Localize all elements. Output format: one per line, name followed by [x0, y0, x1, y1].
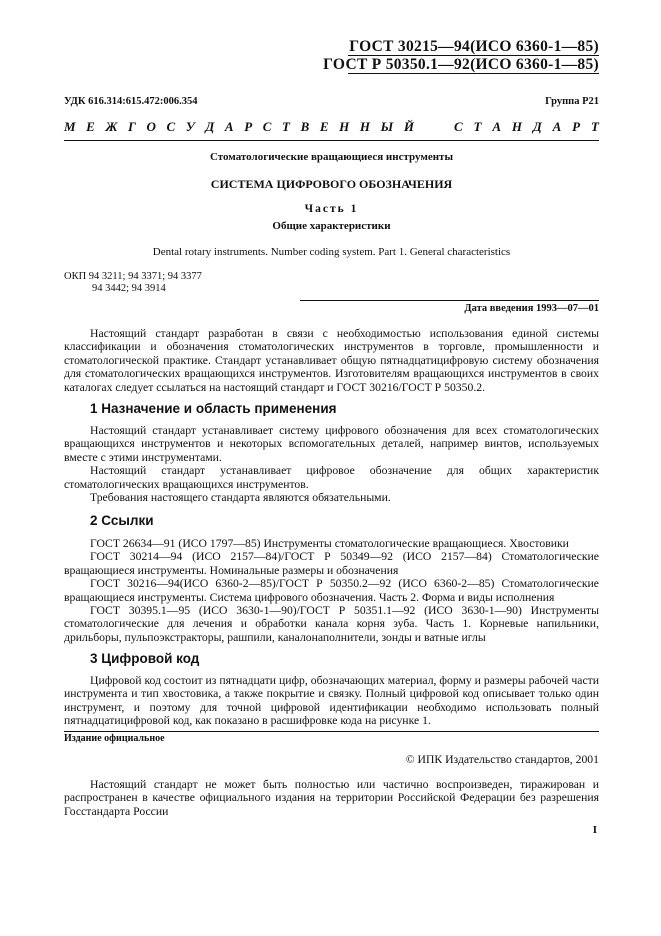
reference-1: ГОСТ 26634—91 (ИСО 1797—85) Инструменты стоматологические вращающиеся. Хвостовики	[90, 537, 569, 550]
section1-body	[64, 424, 599, 504]
standard-banner	[64, 119, 599, 135]
reference-2: ГОСТ 30214—94 (ИСО 2157—84)/ГОСТ Р 50349—92 (ИСО 2157—84) Стоматологические вращающиеся инструменты. Номинальные размеры и обозначения	[64, 550, 599, 577]
part-title: Общие характеристики	[272, 220, 391, 232]
reproduction-notice: Настоящий стандарт не может быть полностью или частично воспроизведен, тиражирован и распространен в качестве официального издания на территории Российской Федерации без разрешения Госстандарта России	[64, 778, 599, 818]
okp-line1: ОКП 94 3211; 94 3371; 94 3377	[64, 271, 202, 282]
section3-heading: 3 Цифровой код	[90, 651, 200, 666]
copyright: © ИПК Издательство стандартов, 2001	[405, 753, 599, 766]
reference-3: ГОСТ 30216—94(ИСО 6360-2—85)/ГОСТ Р 50350.2—92 (ИСО 6360-2—85) Стоматологические вращающиеся инструменты. Система цифрового обозначения. Часть 2. Форма и виды исполнения	[64, 577, 599, 604]
section1-heading: 1 Назначение и область применения	[90, 401, 337, 416]
intro-paragraph: Настоящий стандарт разработан в связи с необходимостью использования единой системы классификации и обозначения стоматологических инструментов в торговле, промышленности и стоматологической практике. Стандарт устанавливает общую пятнадцатицифровую систему обозначения для стоматологических вращающихся инструментов. Изготовителям вращающихся инструментов в своих каталогах следует ссылаться на настоящий стандарт и ГОСТ 30216/ГОСТ Р 50350.2.	[64, 327, 599, 394]
group-code: Группа Р21	[545, 96, 599, 107]
section3-paragraph1: Цифровой код состоит из пятнадцати цифр, обозначающих материал, форму и размеры рабочей части инструмента и тип хвостовика, а также покрытие и связку. Полный цифровой код описывает только один инструмент, и поэтому для точной цифровой идентификации необходимо использовать полный пятнадцатицифровой код, как показано в расшифровке кода на рисунке 1.	[64, 674, 599, 728]
section1-paragraph1: Настоящий стандарт устанавливает систему цифрового обозначения для всех стоматологических вращающихся инструментов и некоторых вспомогательных деталей, например винтов, используемых вместе с этими инструментами.	[64, 424, 599, 464]
intro-paragraph-block	[64, 327, 599, 394]
main-title: СИСТЕМА ЦИФРОВОГО ОБОЗНАЧЕНИЯ	[210, 177, 453, 191]
gost-designation-line2: ГОСТ Р 50350.1—92(ИСО 6360-1—85)	[323, 56, 599, 73]
date-rule	[300, 300, 599, 301]
footer-rule	[64, 731, 599, 732]
page-number: I	[592, 824, 597, 836]
banner-word-interstate: М Е Ж Г О С У Д А Р С Т В Е Н Н Ы Й	[64, 119, 414, 134]
udk-code: УДК 616.314:615.472:006.354	[64, 96, 198, 107]
banner-rule	[64, 140, 599, 141]
okp-line2: 94 3442; 94 3914	[92, 283, 166, 294]
intro-date: Дата введения 1993—07—01	[464, 303, 599, 314]
part-number: Часть 1	[304, 203, 359, 215]
gost-designation-line1: ГОСТ 30215—94(ИСО 6360-1—85)	[349, 38, 599, 55]
english-title: Dental rotary instruments. Number coding system. Part 1. General characteristics	[152, 246, 511, 258]
subject-title: Стоматологические вращающиеся инструменты	[209, 151, 454, 163]
section2-heading: 2 Ссылки	[90, 513, 154, 528]
banner-word-standard: С Т А Н Д А Р Т	[454, 119, 599, 134]
section3-body	[64, 674, 599, 728]
section2-body	[64, 537, 599, 644]
header-rule-2	[348, 73, 599, 74]
notice-block	[64, 778, 599, 818]
official-edition: Издание официальное	[64, 733, 165, 744]
section1-paragraph2: Настоящий стандарт устанавливает цифровое обозначение для общих характеристик стоматологических вращающихся инструментов.	[64, 464, 599, 491]
reference-4: ГОСТ 30395.1—95 (ИСО 3630-1—90)/ГОСТ Р 50351.1—92 (ИСО 3630-1—90) Инструменты стоматологические для лечения и обработки канала корня зуба. Часть 1. Корневые напильники, дрильборы, пульпоэкстракторы, рашпили, каналонаполнители, зонды и ватные иглы	[64, 604, 599, 644]
section1-paragraph3: Требования настоящего стандарта являются обязательными.	[90, 491, 391, 505]
